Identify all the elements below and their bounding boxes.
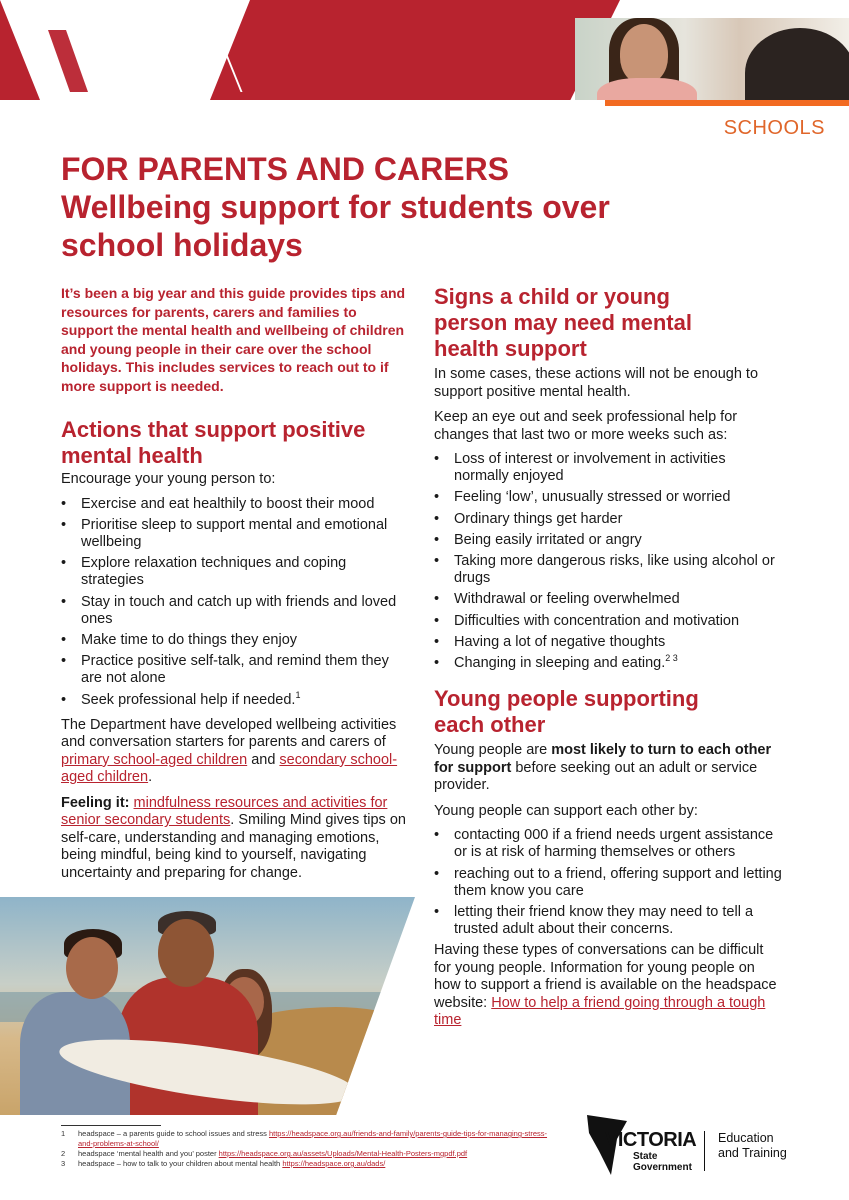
footnote-rule: [61, 1125, 161, 1126]
footnote: [61, 1129, 551, 1149]
footnote: [61, 1149, 551, 1159]
page-title: [61, 150, 781, 264]
logo-sub-1: State: [633, 1151, 658, 1162]
list-item: • Withdrawal or feeling overwhelmed: [434, 591, 784, 608]
actions-lead: Encourage your young person to:: [61, 471, 276, 487]
footnote-ref: 2 3: [665, 653, 678, 664]
footnote-ref: 1: [295, 689, 301, 700]
list-item: • letting their friend know they may need to tell a trusted adult about their concerns.: [434, 904, 784, 938]
footnote-text: headspace ‘mental health and you’ poster: [78, 1149, 219, 1158]
footnote-number: 1: [61, 1129, 66, 1138]
young-p2: Young people can support each other by:: [434, 802, 698, 819]
dept-text: The Department have developed wellbeing activities and conversation starters for parents and carers of: [61, 716, 397, 751]
list-item: • Loss of interest or involvement in activities normally enjoyed: [434, 451, 784, 485]
footnote-number: 2: [61, 1149, 66, 1158]
signs-heading: Signs a child or young person may need mental health support: [434, 284, 692, 361]
young-heading: Young people supporting each other: [434, 686, 699, 738]
list-item-text: Seek professional help if needed.: [81, 691, 296, 708]
feeling-text: . Smiling Mind gives tips on self-care, understanding and managing emotions, being mindful, being kind to yourself, navigating uncertainty and preparing for change.: [61, 812, 406, 881]
title-line-2: Wellbeing support for students over: [61, 189, 610, 225]
signs-list: [434, 451, 784, 672]
feeling-label: Feeling it:: [61, 794, 130, 811]
logo-divider: [704, 1131, 705, 1171]
list-item: • Difficulties with concentration and motivation: [434, 613, 784, 630]
logo-subtitle: [633, 1151, 692, 1173]
list-item: • Being easily irritated or angry: [434, 532, 784, 549]
logo-line-1: THE: [84, 32, 111, 48]
list-item: • Prioritise sleep to support mental and emotional wellbeing: [61, 517, 411, 551]
dept-name-1: Education: [718, 1131, 774, 1145]
list-item: • reaching out to a friend, offering support and letting them know you care: [434, 866, 784, 900]
dept-text: .: [148, 769, 153, 786]
list-item: • Feeling ‘low’, unusually stressed or worried: [434, 489, 784, 506]
footnote-link[interactable]: https://headspace.org.au/dads/: [282, 1159, 386, 1168]
left-column: [61, 284, 411, 882]
list-item: • Make time to do things they enjoy: [61, 632, 411, 649]
signs-p2: Keep an eye out and seek professional help for changes that last two or more weeks such as:: [434, 409, 738, 443]
dept-text: and: [247, 751, 280, 768]
list-item: [61, 689, 411, 709]
young-p3: [434, 942, 784, 1030]
young-list: [434, 827, 784, 938]
young-p3-text: Having these types of conversations can be difficult for young people. Information for young people on how to support a friend is available on the headspace website:: [434, 942, 777, 1011]
footnote-number: 3: [61, 1159, 66, 1168]
footnote-text: headspace – a parents guide to school issues and stress: [78, 1129, 269, 1138]
footnote-text: headspace – how to talk to your children about mental health: [78, 1159, 283, 1168]
section-tag: SCHOOLS: [723, 117, 825, 139]
secondary-link[interactable]: secondary school-aged children: [61, 751, 398, 786]
list-item-text: Changing in sleeping and eating.: [454, 655, 666, 672]
young-p1: [434, 742, 784, 795]
primary-link[interactable]: primary school-aged children: [61, 751, 248, 768]
young-p1-bold: most likely to turn to each other for support: [434, 742, 772, 776]
right-column: [434, 284, 784, 1030]
logo-line-3: STATE: [84, 66, 145, 88]
dept-name-2: and Training: [718, 1146, 787, 1160]
list-item: • Practice positive self-talk, and remind them they are not alone: [61, 653, 411, 687]
logo-mark-icon: [48, 30, 88, 92]
footnote-link[interactable]: https://headspace.org.au/friends-and-family/parents-guide-tips-for-managing-stress-and-problems-at-school/: [78, 1129, 548, 1148]
young-p1-text: before seeking out an adult or service provider.: [434, 759, 758, 794]
header-photo: [575, 18, 849, 100]
logo-line-2: EDUCATION: [84, 44, 221, 71]
actions-list: [61, 496, 411, 709]
dept-name: [718, 1131, 787, 1161]
actions-heading: Actions that support positive mental health: [61, 417, 366, 468]
signs-p1: In some cases, these actions will not be enough to support positive mental health.: [434, 366, 759, 400]
help-friend-link[interactable]: How to help a friend going through a tough time: [434, 994, 766, 1029]
list-item: [434, 655, 784, 672]
footnotes: [61, 1129, 551, 1169]
list-item: • Having a lot of negative thoughts: [434, 634, 784, 651]
title-line-1: FOR PARENTS AND CARERS: [61, 151, 510, 187]
victoria-government-logo: [585, 1115, 815, 1177]
list-item: • Taking more dangerous risks, like using alcohol or drugs: [434, 553, 784, 587]
header-accent-line: [605, 100, 849, 106]
list-item: • contacting 000 if a friend needs urgent assistance or is at risk of harming themselves or others: [434, 827, 784, 861]
intro-paragraph: It’s been a big year and this guide provides tips and resources for parents, carers and families to support the mental health and wellbeing of children and young people in their care over the school holidays. This includes services to reach out to if more support is needed.: [61, 285, 406, 394]
footnote: [61, 1159, 551, 1169]
list-item: • Explore relaxation techniques and coping strategies: [61, 555, 411, 589]
education-state-logo: [48, 30, 238, 92]
logo-word: VICTORIA: [605, 1129, 697, 1151]
mindfulness-link[interactable]: mindfulness resources and activities for senior secondary students: [61, 794, 388, 829]
list-item: • Ordinary things get harder: [434, 511, 784, 528]
feeling-paragraph: [61, 795, 411, 883]
young-p1-text: Young people are: [434, 742, 552, 759]
footnote-link[interactable]: https://headspace.org.au/assets/Uploads/Mental-Health-Posters-mgpdf.pdf: [218, 1149, 468, 1158]
dept-paragraph: [61, 717, 411, 787]
title-line-3: school holidays: [61, 227, 303, 263]
family-beach-photo: [0, 897, 415, 1115]
logo-sub-2: Government: [633, 1162, 692, 1173]
list-item: • Exercise and eat healthily to boost their mood: [61, 496, 411, 513]
list-item: • Stay in touch and catch up with friends and loved ones: [61, 594, 411, 628]
